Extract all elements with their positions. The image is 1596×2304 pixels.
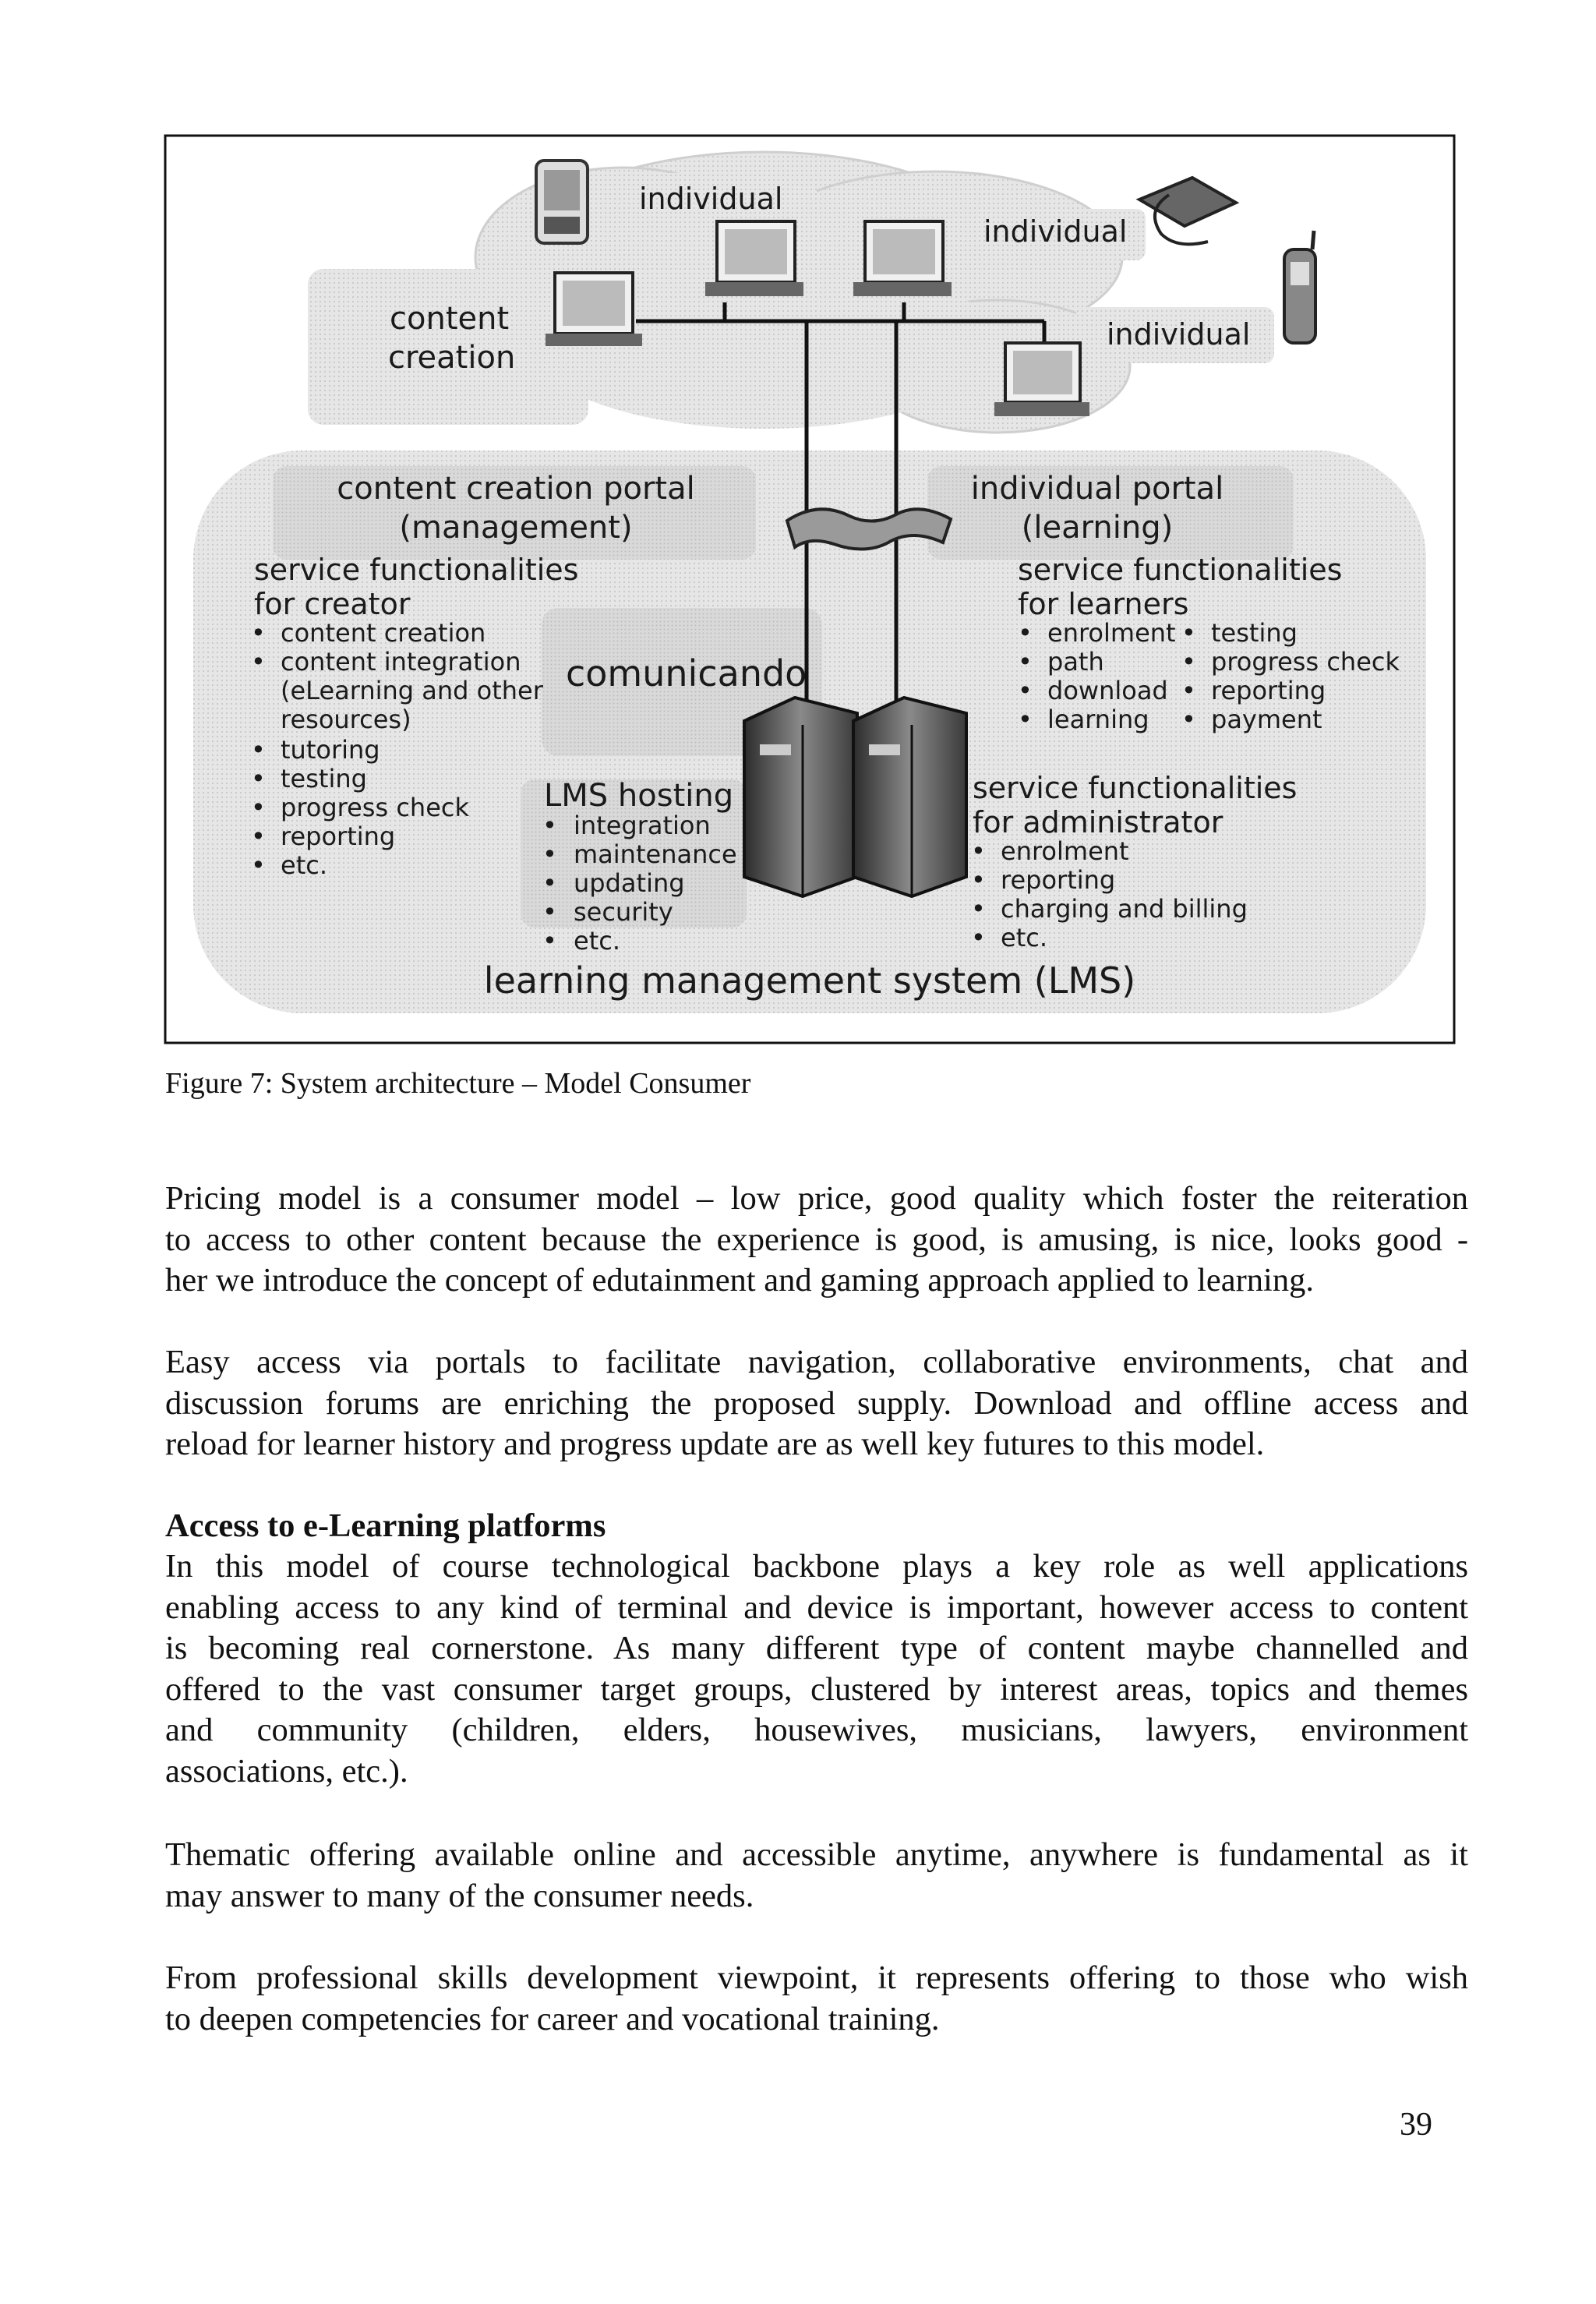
portal-right-title: individual portal — [970, 471, 1224, 507]
text-line: may answer to many of the consumer needs. — [165, 1877, 754, 1914]
list-item: path — [1047, 647, 1104, 677]
creator-heading: service functionalities — [254, 553, 579, 587]
text-line: to deepen competencies for career and vocational training. — [165, 2000, 940, 2037]
svg-text:•: • — [971, 865, 986, 895]
list-item: etc. — [281, 850, 327, 880]
svg-text:•: • — [251, 647, 266, 677]
hosting-heading: LMS hosting — [544, 778, 734, 814]
text-line: to access to other content because the experience is good, is amusing, is nice, looks good - — [165, 1221, 1468, 1258]
list-item: download — [1047, 676, 1168, 705]
text-line: Thematic offering available online and accessible anytime, anywhere is fundamental as it — [165, 1836, 1468, 1873]
list-item: charging and billing — [1001, 894, 1248, 924]
administrator-heading: for administrator — [973, 805, 1223, 839]
content-creation-label: creation — [388, 340, 516, 376]
list-item: etc. — [1001, 923, 1047, 952]
svg-text:•: • — [971, 923, 986, 952]
lms-title: learning management system (LMS) — [483, 959, 1136, 1002]
server-tower-icon — [744, 698, 857, 896]
portal-left-subtitle: (management) — [399, 510, 633, 546]
list-item: reporting — [1001, 865, 1116, 895]
svg-text:•: • — [971, 894, 986, 924]
list-item: enrolment — [1047, 618, 1176, 648]
list-item: reporting — [1211, 676, 1326, 705]
desktop-computer-icon — [705, 221, 803, 296]
svg-text:•: • — [1181, 647, 1196, 677]
svg-text:•: • — [542, 839, 557, 869]
list-item: updating — [574, 868, 685, 898]
individual-label: individual — [639, 182, 783, 216]
desktop-computer-icon — [994, 343, 1089, 416]
text-line: discussion forums are enriching the proposed supply. Download and offline access and — [165, 1384, 1468, 1422]
list-item: tutoring — [281, 735, 380, 765]
svg-text:•: • — [251, 850, 266, 880]
text-line: reload for learner history and progress update are as well key futures to this model. — [165, 1426, 1265, 1462]
paragraph-pricing-model — [165, 1179, 1468, 1302]
paragraph-easy-access — [165, 1342, 1468, 1465]
list-item: etc. — [574, 926, 620, 956]
figure-caption: Figure 7: System architecture – Model Consumer — [165, 1067, 751, 1100]
individual-label: individual — [983, 214, 1128, 249]
list-item: (eLearning and other — [281, 676, 543, 705]
text-line: Easy access via portals to facilitate navigation, collaborative environments, chat and — [165, 1344, 1468, 1380]
list-item: payment — [1211, 705, 1322, 734]
list-item: progress check — [1211, 647, 1400, 677]
list-item: resources) — [281, 705, 411, 734]
list-item: learning — [1047, 705, 1149, 734]
learners-heading: for learners — [1018, 587, 1189, 621]
list-item: testing — [281, 764, 367, 793]
server-tower-icon — [853, 698, 966, 896]
text-line: is becoming real cornerstone. As many different type of content maybe channelled and — [165, 1630, 1468, 1666]
svg-text:•: • — [542, 926, 557, 956]
list-item: enrolment — [1001, 836, 1129, 866]
page-number: 39 — [1400, 2107, 1432, 2143]
svg-text:•: • — [1018, 618, 1033, 648]
svg-text:•: • — [542, 868, 557, 898]
text-line: In this model of course technological backbone plays a key role as well applications — [165, 1548, 1468, 1585]
learners-heading: service functionalities — [1018, 553, 1343, 587]
list-item: content creation — [281, 618, 486, 648]
text-line: her we introduce the concept of edutainment and gaming approach applied to learning. — [165, 1262, 1314, 1299]
text-line: Pricing model is a consumer model – low price, good quality which foster the reiteration — [165, 1180, 1468, 1217]
svg-text:•: • — [251, 735, 266, 765]
svg-text:•: • — [1018, 676, 1033, 705]
portal-right-subtitle: (learning) — [1021, 510, 1174, 546]
svg-text:•: • — [971, 836, 986, 866]
comunicando-brand: comunicando — [566, 652, 807, 694]
list-item: progress check — [281, 793, 469, 822]
list-item: maintenance — [574, 839, 737, 869]
list-item: content integration — [281, 647, 521, 677]
text-line: and community (children, elders, housewives, musicians, lawyers, environment — [165, 1712, 1468, 1748]
list-item: integration — [574, 811, 711, 840]
svg-text:•: • — [1181, 705, 1196, 734]
text-line: enabling access to any kind of terminal and device is important, however access to content — [165, 1588, 1468, 1626]
paragraph-thematic — [165, 1835, 1468, 1917]
creator-heading: for creator — [254, 587, 411, 621]
text-line: associations, etc.). — [165, 1752, 408, 1790]
text-line: offered to the vast consumer target groups, clustered by interest areas, topics and themes — [165, 1670, 1468, 1708]
text-line: From professional skills development viewpoint, it represents offering to those who wish — [165, 1959, 1468, 1996]
list-item: security — [574, 897, 673, 927]
paragraph-platforms — [165, 1546, 1468, 1792]
svg-text:•: • — [251, 822, 266, 851]
section-heading: Access to e-Learning platforms — [165, 1507, 606, 1544]
svg-text:•: • — [251, 618, 266, 648]
pda-icon — [536, 161, 588, 243]
portal-left-title: content creation portal — [337, 471, 695, 507]
list-item: reporting — [281, 822, 396, 851]
svg-text:•: • — [251, 764, 266, 793]
svg-text:•: • — [542, 897, 557, 927]
svg-text:•: • — [542, 811, 557, 840]
svg-text:•: • — [1018, 705, 1033, 734]
desktop-computer-icon — [853, 221, 952, 296]
svg-text:•: • — [1018, 647, 1033, 677]
content-creation-label: content — [390, 301, 510, 337]
svg-text:•: • — [251, 793, 266, 822]
paragraph-professional — [165, 1958, 1468, 2040]
svg-text:•: • — [1181, 618, 1196, 648]
administrator-heading: service functionalities — [973, 771, 1298, 805]
svg-text:•: • — [1181, 676, 1196, 705]
list-item: testing — [1211, 618, 1298, 648]
desktop-computer-icon — [546, 273, 642, 346]
individual-label: individual — [1107, 317, 1251, 352]
